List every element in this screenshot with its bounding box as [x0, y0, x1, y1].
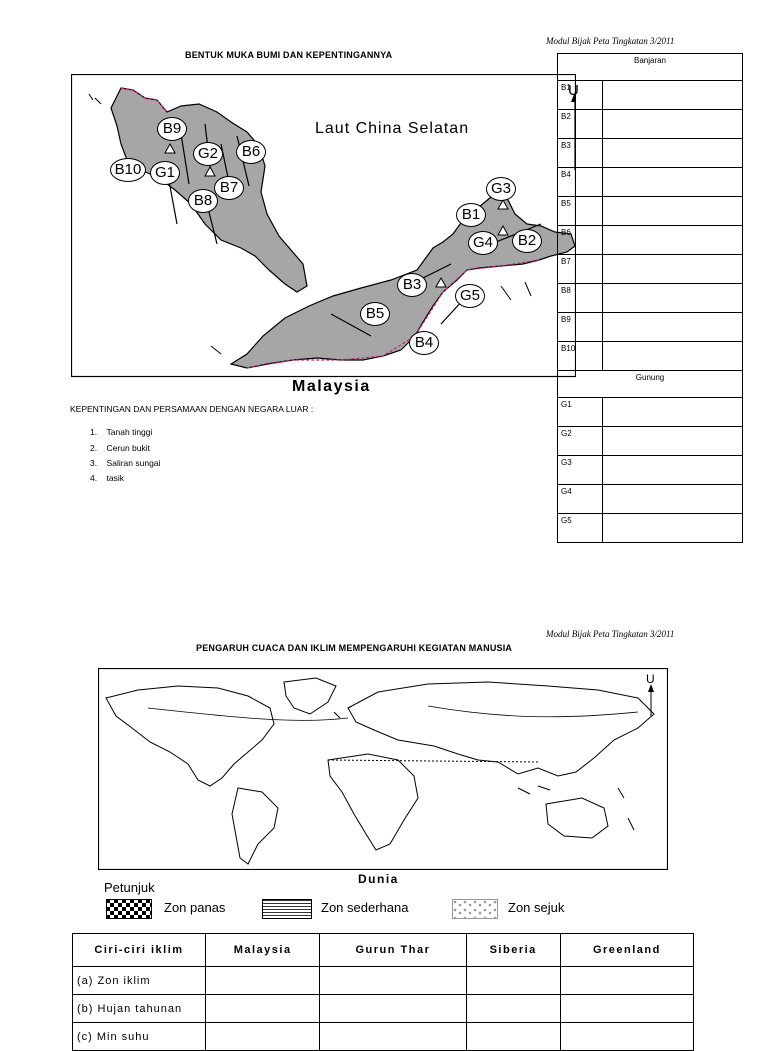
section2-title: PENGARUH CUACA DAN IKLIM MEMPENGARUHI KEGIATAN MANUSIA — [196, 643, 513, 653]
legend-title: Petunjuk — [104, 880, 155, 895]
label-b4: B4 — [409, 331, 439, 355]
row-code: B9 — [558, 313, 603, 342]
row-label: (a) Zon iklim — [73, 967, 206, 995]
col-header: Siberia — [466, 934, 560, 967]
answer-cell[interactable] — [466, 995, 560, 1023]
answer-cell[interactable] — [320, 1023, 466, 1051]
answer-cell[interactable] — [603, 514, 743, 543]
label-b7: B7 — [214, 176, 244, 200]
gunung-header: Gunung — [558, 371, 743, 398]
row-code: B7 — [558, 255, 603, 284]
label-b5: B5 — [360, 302, 390, 326]
answer-cell[interactable] — [603, 168, 743, 197]
answer-cell[interactable] — [560, 967, 693, 995]
answer-cell[interactable] — [603, 485, 743, 514]
label-g3: G3 — [486, 177, 516, 201]
label-g1: G1 — [150, 161, 180, 185]
row-code: G5 — [558, 514, 603, 543]
row-code: B6 — [558, 226, 603, 255]
legend-label-temperate: Zon sederhana — [321, 900, 409, 915]
world-map — [98, 668, 668, 870]
importance-item-3: 3. Saliran sungai — [90, 458, 161, 468]
importance-item-4: 4. tasik — [90, 473, 125, 483]
legend-swatch-cold — [452, 899, 498, 919]
answer-cell[interactable] — [560, 1023, 693, 1051]
row-code: B2 — [558, 110, 603, 139]
col-header: Greenland — [560, 934, 693, 967]
answer-cell[interactable] — [603, 398, 743, 427]
label-g2: G2 — [193, 142, 223, 166]
section1-title: BENTUK MUKA BUMI DAN KEPENTINGANNYA — [185, 50, 393, 60]
climate-table — [72, 933, 694, 1051]
row-code: G3 — [558, 456, 603, 485]
label-b8: B8 — [188, 189, 218, 213]
importance-heading: KEPENTINGAN DAN PERSAMAAN DENGAN NEGARA LUAR : — [70, 404, 314, 414]
row-label: (b) Hujan tahunan — [73, 995, 206, 1023]
answer-cell[interactable] — [603, 110, 743, 139]
answer-cell[interactable] — [603, 226, 743, 255]
answer-cell[interactable] — [206, 995, 320, 1023]
importance-item-2: 2. Cerun bukit — [90, 443, 151, 453]
module-header-1: Modul Bijak Peta Tingkatan 3/2011 — [546, 36, 675, 46]
label-b3: B3 — [397, 273, 427, 297]
row-label: (c) Min suhu — [73, 1023, 206, 1051]
answer-cell[interactable] — [466, 1023, 560, 1051]
row-code: B4 — [558, 168, 603, 197]
legend-label-cold: Zon sejuk — [508, 900, 565, 915]
answer-cell[interactable] — [206, 967, 320, 995]
label-b2: B2 — [512, 229, 542, 253]
row-code: B1 — [558, 81, 603, 110]
map-caption-dunia: Dunia — [358, 872, 399, 886]
answer-cell[interactable] — [603, 139, 743, 168]
banjaran-header: Banjaran — [558, 54, 743, 81]
answer-cell[interactable] — [320, 967, 466, 995]
answer-cell[interactable] — [603, 456, 743, 485]
row-code: G4 — [558, 485, 603, 514]
answer-cell[interactable] — [206, 1023, 320, 1051]
col-header: Gurun Thar — [320, 934, 466, 967]
answer-cell[interactable] — [603, 313, 743, 342]
map-caption-malaysia: Malaysia — [292, 378, 371, 395]
label-b10: B10 — [110, 158, 146, 182]
answer-cell[interactable] — [603, 284, 743, 313]
answer-cell[interactable] — [466, 967, 560, 995]
answer-cell[interactable] — [560, 995, 693, 1023]
row-code: B8 — [558, 284, 603, 313]
answer-cell[interactable] — [603, 342, 743, 371]
sea-label: Laut China Selatan — [315, 120, 470, 137]
north-label-2: U — [646, 672, 655, 686]
label-g5: G5 — [455, 284, 485, 308]
answer-cell[interactable] — [320, 995, 466, 1023]
row-code: B3 — [558, 139, 603, 168]
row-code: B10 — [558, 342, 603, 371]
label-g4: G4 — [468, 231, 498, 255]
answer-cell[interactable] — [603, 197, 743, 226]
module-header-2: Modul Bijak Peta Tingkatan 3/2011 — [546, 629, 675, 639]
range-mountain-table — [557, 53, 743, 543]
col-header: Ciri-ciri iklim — [73, 934, 206, 967]
label-b9: B9 — [157, 117, 187, 141]
legend-swatch-hot — [106, 899, 152, 919]
answer-cell[interactable] — [603, 81, 743, 110]
importance-item-1: 1. Tanah tinggi — [90, 427, 153, 437]
row-code: B5 — [558, 197, 603, 226]
answer-cell[interactable] — [603, 427, 743, 456]
label-b1: B1 — [456, 203, 486, 227]
row-code: G1 — [558, 398, 603, 427]
row-code: G2 — [558, 427, 603, 456]
answer-cell[interactable] — [603, 255, 743, 284]
legend-label-hot: Zon panas — [164, 900, 226, 915]
legend-swatch-temperate — [262, 899, 312, 919]
col-header: Malaysia — [206, 934, 320, 967]
label-b6: B6 — [236, 140, 266, 164]
north-label-1: U — [568, 82, 579, 99]
